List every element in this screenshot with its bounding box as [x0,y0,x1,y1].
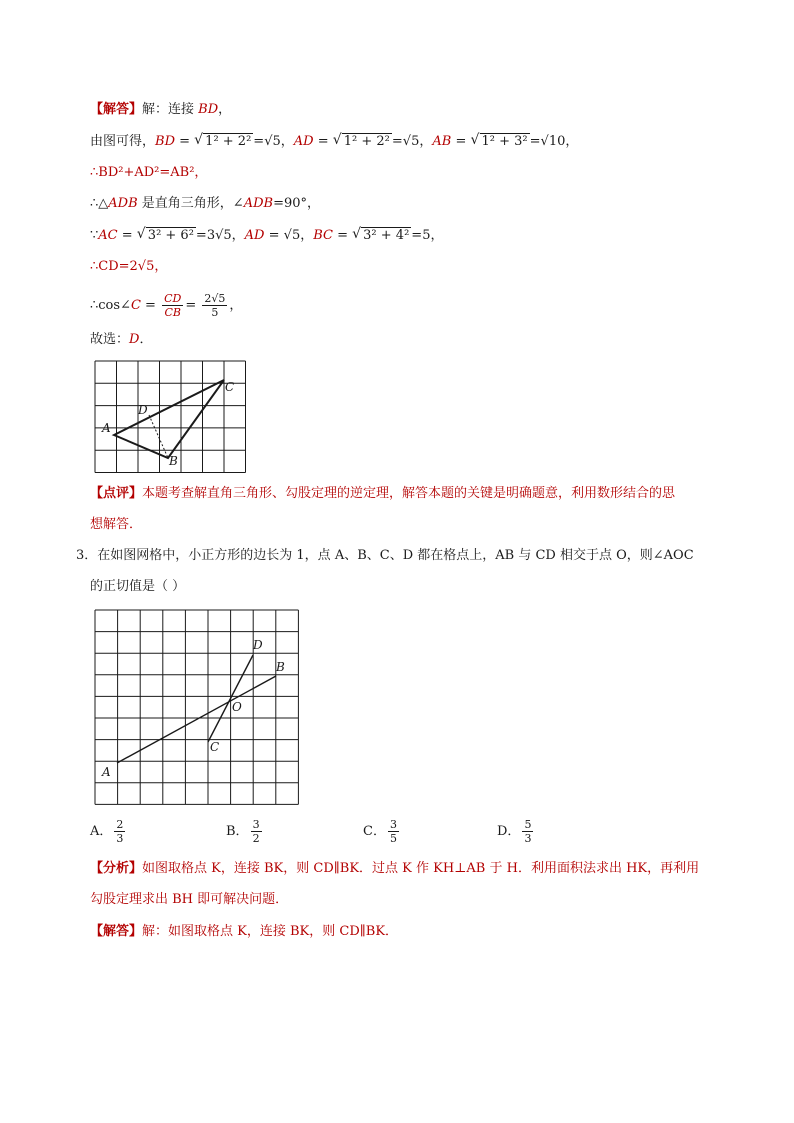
fraction-cd-cb: $\frac{CD}{CB}$ [164,292,182,319]
solution-line-7: ∴cos∠C = $\frac{CD}{CB}$ = $\frac{2√5}{5}$ ， [90,292,243,319]
option-c[interactable]: C． $\frac{3}{5}$ [363,818,397,845]
solution-line-1: 【解答】解：连接 BD， [90,102,232,117]
analysis-line-1: 【分析】如图取格点 K，连接 BK，则 CD∥BK．过点 K 作 KH⊥AB 于 H．利用面积法求出 HK，再利用 [90,861,700,876]
sqrt-ab: √ 1² + 3² [470,132,528,149]
fig1-label-D: D [138,403,148,417]
segment-ab [117,676,276,763]
triangle-abc [114,380,224,458]
solution-line-2: 由图可得，BD = √ 1² + 2² =√5，AD = √ 1² + 2² =√5，AB = √ 1² + 3² =√10， [90,132,578,152]
sqrt-ac: √ 3² + 6² [136,226,194,243]
fig2-label-A: A [102,765,111,779]
question-3-line-1: 3．在如图网格中，小正方形的边长为 1，点 A、B、C、D 都在格点上，AB 与 CD 相交于点 O，则∠AOC [76,548,694,563]
fig2-label-C: C [210,740,220,754]
question-3-line-2: 的正切值是（ ） [90,579,186,594]
dianping-label: 【点评】 [90,486,143,501]
fig1-label-B: B [169,454,178,468]
fig1-label-A: A [102,421,111,435]
fig2-label-O: O [232,700,242,714]
comment-line-1: 【点评】本题考查解直角三角形、勾股定理的逆定理，解答本题的关键是明确题意，利用数形结合的思 [90,486,676,501]
solution-line-8: 故选：D． [90,332,153,347]
solution-line-3: ∴BD²+AD²=AB²， [90,165,208,180]
jieda-label-2: 【解答】 [90,924,143,939]
option-b[interactable]: B． $\frac{3}{2}$ [226,818,260,845]
fig2-label-B: B [276,660,285,674]
figure-2-grid [94,609,300,807]
fig2-label-D: D [253,638,263,652]
comment-line-2: 想解答． [90,517,143,532]
sqrt-bd: √ 1² + 2² [194,132,252,149]
sqrt-ad: √ 1² + 2² [332,132,390,149]
question-number: 3． [76,548,98,563]
solution-line-4: ∴△ADB 是直角三角形，∠ADB=90°， [90,196,320,211]
analysis-line-2: 勾股定理求出 BH 即可解决问题． [90,892,289,907]
answer-line-1: 【解答】解：如图取格点 K，连接 BK，则 CD∥BK． [90,924,399,939]
option-d[interactable]: D． $\frac{5}{3}$ [497,818,532,845]
solution-line-5: ∵AC = √ 3² + 6² =3√5，AD = √5，BC = √ 3² + 4² =5， [90,226,443,246]
fig1-label-C: C [225,380,235,394]
sqrt-bc: √ 3² + 4² [352,226,410,243]
jieda-label: 【解答】 [90,102,143,117]
option-a[interactable]: A． $\frac{2}{3}$ [90,818,124,845]
solution-line-6: ∴CD=2√5， [90,259,168,274]
fraction-result: $\frac{2√5}{5}$ [204,292,226,319]
figure-1-grid [94,360,246,475]
fenxi-label: 【分析】 [90,861,143,876]
